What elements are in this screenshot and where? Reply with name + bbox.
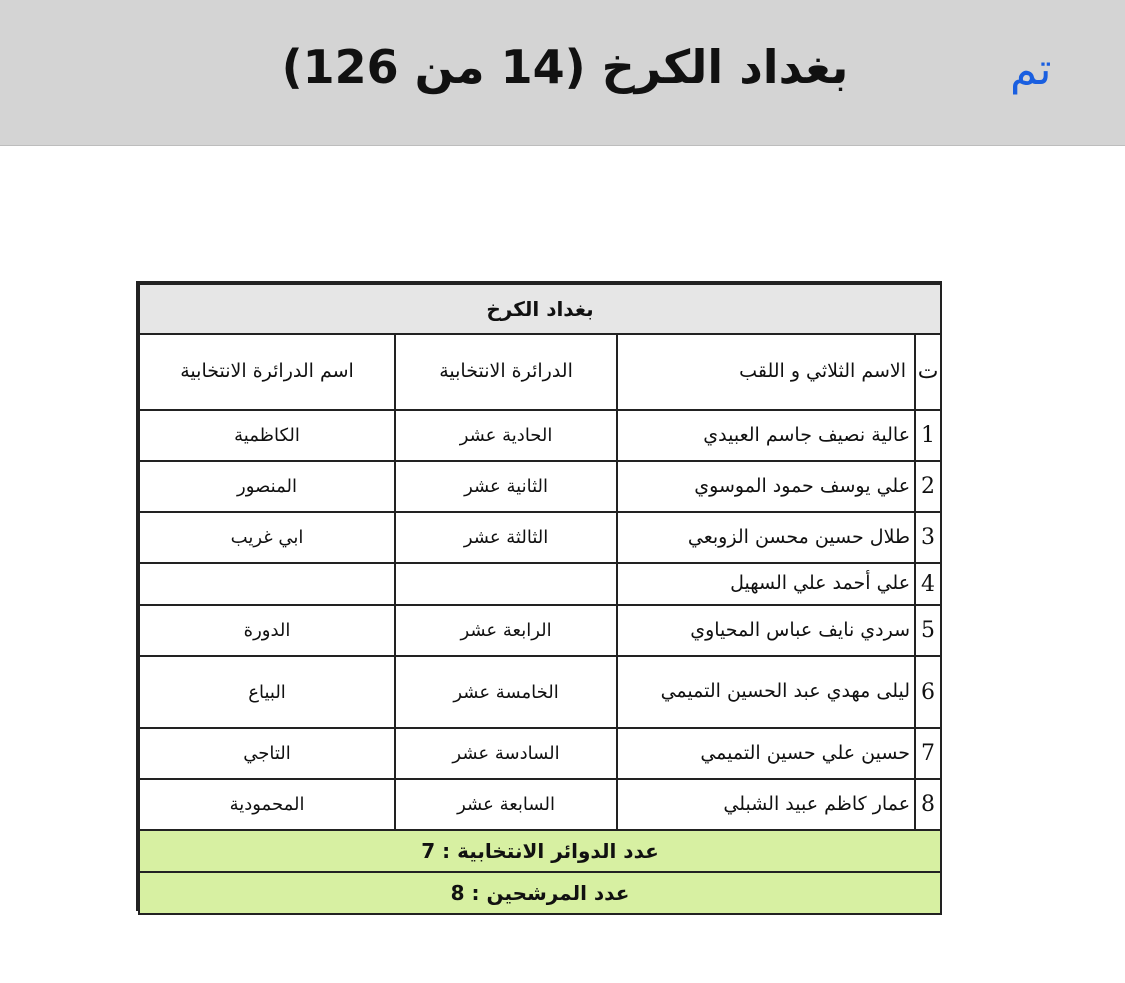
row-area: البياع [139,656,395,728]
done-button[interactable]: تم [1010,44,1052,95]
row-area: الكاظمية [139,410,395,461]
column-header-name: الاسم الثلاثي و اللقب [617,334,915,410]
table-row [139,461,941,512]
row-num: 7 [915,728,941,779]
page-title: بغداد الكرخ (14 من 126) [281,40,849,94]
table-row [139,728,941,779]
column-header-district: الدرائرة الانتخابية [395,334,617,410]
row-name: حسين علي حسين التميمي [617,728,915,779]
table-row [139,605,941,656]
districts-count: عدد الدوائر الانتخابية : 7 [139,830,941,872]
row-num: 8 [915,779,941,830]
row-num: 6 [915,656,941,728]
row-num: 4 [915,563,941,605]
row-name: عمار كاظم عبيد الشبلي [617,779,915,830]
row-district: السابعة عشر [395,779,617,830]
row-num: 3 [915,512,941,563]
row-district: الحادية عشر [395,410,617,461]
row-district: السادسة عشر [395,728,617,779]
column-header-area: اسم الدرائرة الانتخابية [139,334,395,410]
candidates-table [136,281,942,911]
table-title: بغداد الكرخ [139,284,941,334]
row-area: المحمودية [139,779,395,830]
row-name: طلال حسين محسن الزوبعي [617,512,915,563]
row-district: الرابعة عشر [395,605,617,656]
column-header-num: ت [915,334,941,410]
row-district [395,563,617,605]
row-name: علي يوسف حمود الموسوي [617,461,915,512]
row-district: الثانية عشر [395,461,617,512]
row-district: الثالثة عشر [395,512,617,563]
row-area: الدورة [139,605,395,656]
row-num: 2 [915,461,941,512]
row-area: التاجي [139,728,395,779]
row-name: سردي نايف عباس المحياوي [617,605,915,656]
table-row [139,563,941,605]
row-area: ابي غريب [139,512,395,563]
table-row [139,656,941,728]
top-bar [0,0,1125,146]
table-title-row [139,284,941,334]
row-district: الخامسة عشر [395,656,617,728]
row-area [139,563,395,605]
row-num: 5 [915,605,941,656]
row-name: عالية نصيف جاسم العبيدي [617,410,915,461]
row-area: المنصور [139,461,395,512]
table-header-row [139,334,941,410]
row-name: علي أحمد علي السهيل [617,563,915,605]
table-row [139,410,941,461]
table-row [139,512,941,563]
row-num: 1 [915,410,941,461]
summary-districts-row [139,830,941,872]
summary-candidates-row [139,872,941,914]
row-name: ليلى مهدي عبد الحسين التميمي [617,656,915,728]
candidates-count: عدد المرشحين : 8 [139,872,941,914]
table-row [139,779,941,830]
